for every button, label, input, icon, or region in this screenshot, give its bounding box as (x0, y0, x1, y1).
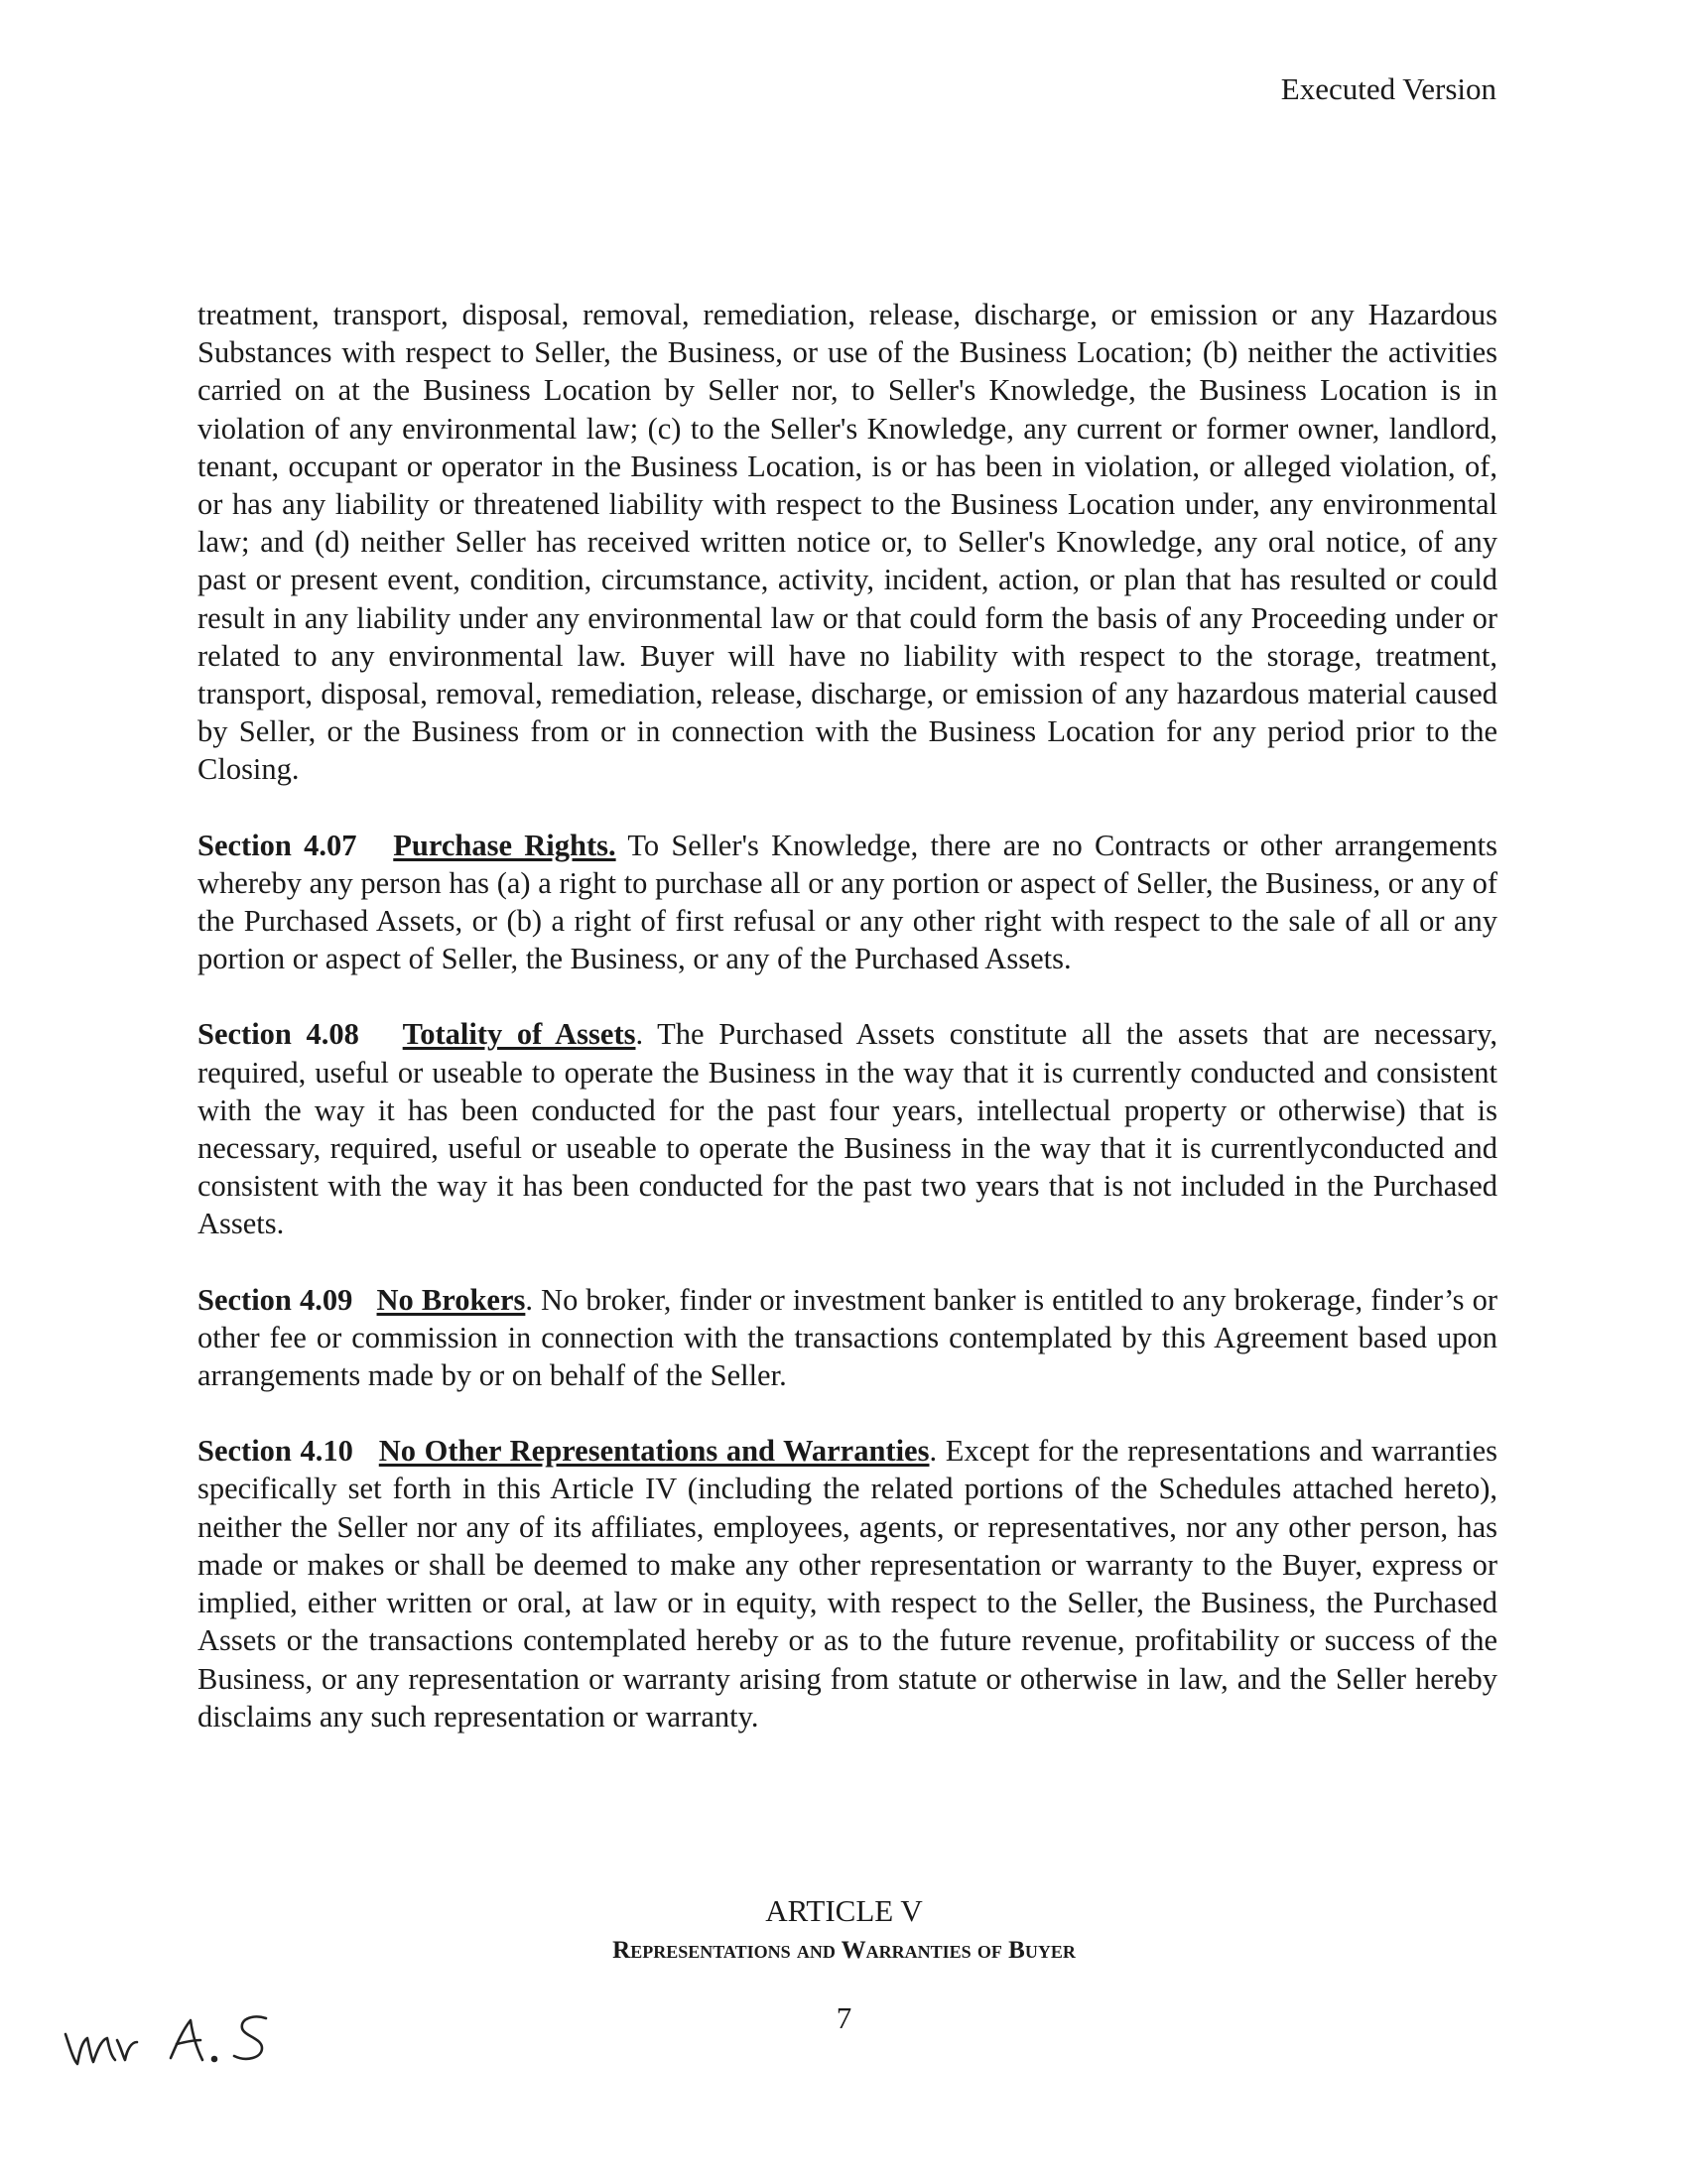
section-4-08 (197, 1015, 1497, 1242)
paragraph-text: . No broker, finder or investment banker is entitled to any brokerage, finder’s or other fee or commission in connection with the transactions contemplated by this Agreement based upon arrangements made by or on behalf of the Seller. (197, 1282, 1497, 1393)
paragraph-text: . Except for the representations and warranties specifically set forth in this Article IV (including the related portions of the Schedules attached hereto), neither the Seller nor any of its affiliates, employees, agents, or representatives, nor any other person, has made or makes or shall be deemed to make any other representation or warranty to the Buyer, express or implied, either written or oral, at law or in equity, with respect to the Seller, the Business, the Purchased Assets or the transactions contemplated hereby or as to the future revenue, profitability or success of the Business, or any representation or warranty arising from statute or otherwise in law, and the Seller hereby disclaims any such representation or warranty. (197, 1434, 1498, 1734)
page-number: 7 (836, 2000, 852, 2035)
article-subheading: Representations and Warranties of Buyer (612, 1937, 1076, 1964)
section-4-09 (197, 1281, 1497, 1395)
version-header: Executed Version (1280, 71, 1496, 106)
section-4-10 (197, 1432, 1497, 1735)
section-title: No Brokers (376, 1282, 526, 1317)
paragraph-environmental-continuation (197, 296, 1497, 789)
section-number: Section 4.08 (197, 1017, 359, 1052)
article-heading: ARTICLE V (765, 1893, 923, 1928)
section-number: Section 4.07 (197, 828, 357, 862)
section-4-07 (197, 827, 1497, 978)
section-title: No Other Representations and Warranties (378, 1434, 930, 1469)
paragraph-text: To Seller's Knowledge, there are no Contracts or other arrangements whereby any person has (a) a right to purchase all or any portion or aspect of Seller, the Business, or any of the Purchased Assets, or (b) a right of first refusal or any other right with respect to the sale of all or any portion or aspect of Seller, the Business, or any of the Purchased Assets. (197, 828, 1497, 976)
document-body (197, 296, 1497, 1773)
section-number: Section 4.09 (197, 1282, 353, 1317)
section-title: Purchase Rights. (393, 828, 616, 862)
paragraph-text: . The Purchased Assets constitute all the assets that are necessary, required, useful or useable to operate the Business in the way that it is currently conducted and consistent with the way it has been conducted for the past four years, intellectual property or otherwise) that is necessary, required, useful or useable to operate the Business in the way that it is currentlyconducted and consistent with the way it has been conducted for the past two years that is not included in the Purchased Assets. (197, 1017, 1497, 1241)
section-title: Totality of Assets (402, 1017, 636, 1052)
handwritten-initials (60, 2004, 288, 2074)
section-number: Section 4.10 (197, 1434, 353, 1469)
paragraph-text: treatment, transport, disposal, removal, remediation, release, discharge, or emission or any Hazardous Substances with respect to Seller, the Business, or use of the Business Location; (b) neither the activities carried on at the Business Location by Seller nor, to Seller's Knowledge, the Business Location is in violation of any environmental law; (c) to the Seller's Knowledge, any current or former owner, landlord, tenant, occupant or operator in the Business Location, is or has been in violation, or alleged violation, of, or has any liability or threatened liability with respect to the Business Location under, any environmental law; and (d) neither Seller has received written notice or, to Seller's Knowledge, any oral notice, of any past or present event, condition, circumstance, activity, incident, action, or plan that has resulted or could result in any liability under any environmental law or that could form the basis of any Proceeding under or related to any environmental law. Buyer will have no liability with respect to the storage, treatment, transport, disposal, removal, remediation, release, discharge, or emission of any hazardous material caused by Seller, or the Business from or in connection with the Business Location for any period prior to the Closing. (197, 298, 1497, 787)
